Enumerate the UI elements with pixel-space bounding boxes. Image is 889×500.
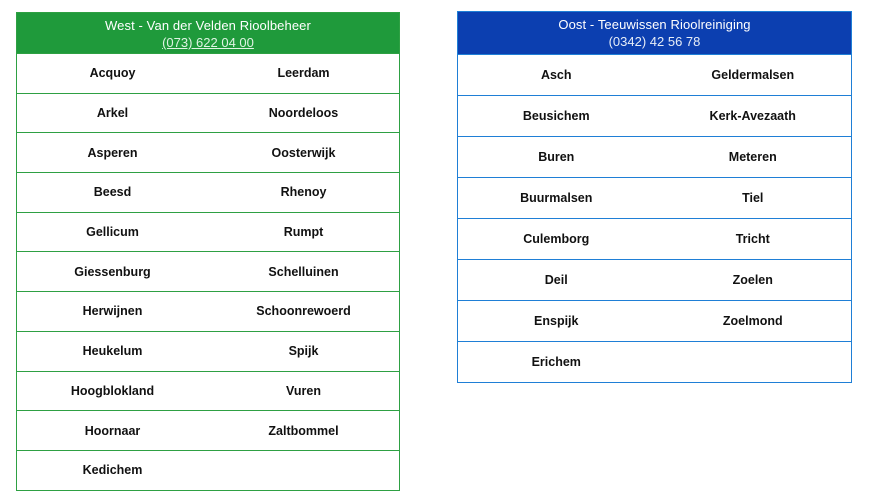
place-name: Enspijk	[534, 314, 579, 328]
place-name: Zoelen	[732, 273, 773, 287]
table-row	[458, 341, 851, 382]
table-row	[17, 172, 399, 212]
place-name: Gellicum	[86, 225, 139, 240]
west-region-title: West - Van der Velden Rioolbeheer	[105, 18, 311, 33]
place-name: Heukelum	[82, 344, 143, 359]
place-name: Zoelmond	[722, 314, 783, 328]
table-row	[458, 136, 851, 177]
place-name: Tiel	[742, 191, 764, 205]
place-name: Rhenoy	[280, 185, 327, 200]
place-name: Erichem	[531, 355, 581, 369]
table-row	[17, 93, 399, 133]
place-name: Deil	[544, 273, 568, 287]
table-row	[17, 53, 399, 93]
place-name: Vuren	[286, 383, 321, 398]
place-name: Schoonrewoerd	[256, 304, 351, 319]
table-row	[17, 291, 399, 331]
table-row	[458, 177, 851, 218]
place-name: Tricht	[735, 232, 770, 246]
table-row	[458, 300, 851, 341]
place-name: Oosterwijk	[271, 145, 336, 160]
place-name: Zaltbommel	[268, 423, 339, 438]
place-name: Kedichem	[82, 463, 143, 478]
place-name: Leerdam	[277, 66, 330, 81]
west-phone-link[interactable]: (073) 622 04 00	[162, 35, 254, 50]
place-name: Geldermalsen	[711, 68, 795, 82]
place-name: Arkel	[96, 106, 129, 121]
place-name: Herwijnen	[82, 304, 143, 319]
place-name: Asperen	[87, 145, 138, 160]
west-place-list	[17, 53, 399, 490]
oost-region-title: Oost - Teeuwissen Rioolreiniging	[558, 17, 751, 32]
place-name: Meteren	[728, 150, 777, 164]
oost-region-header	[458, 12, 851, 54]
place-name: Culemborg	[523, 232, 590, 246]
table-row	[17, 371, 399, 411]
table-row	[458, 95, 851, 136]
place-name: Beusichem	[522, 109, 590, 123]
table-row	[17, 410, 399, 450]
oost-phone-link[interactable]: (0342) 42 56 78	[608, 34, 701, 49]
oost-region-panel	[457, 11, 852, 383]
table-row	[17, 132, 399, 172]
place-name: Acquoy	[89, 66, 136, 81]
place-name: Schelluinen	[268, 264, 339, 279]
west-region-header	[17, 13, 399, 53]
table-row	[17, 212, 399, 252]
table-row	[17, 251, 399, 291]
table-row	[458, 54, 851, 95]
place-name: Beesd	[93, 185, 132, 200]
place-name: Buren	[538, 150, 575, 164]
table-row	[458, 259, 851, 300]
table-row	[17, 450, 399, 490]
place-name: Giessenburg	[74, 264, 151, 279]
west-region-panel	[16, 12, 400, 491]
place-name: Kerk-Avezaath	[709, 109, 796, 123]
place-name: Asch	[540, 68, 572, 82]
place-name: Hoornaar	[84, 423, 141, 438]
place-name: Rumpt	[283, 225, 324, 240]
oost-place-list	[458, 54, 851, 382]
place-name: Spijk	[288, 344, 319, 359]
place-name: Buurmalsen	[520, 191, 593, 205]
place-name: Noordeloos	[268, 106, 339, 121]
table-row	[17, 331, 399, 371]
place-name: Hoogblokland	[70, 383, 155, 398]
table-row	[458, 218, 851, 259]
